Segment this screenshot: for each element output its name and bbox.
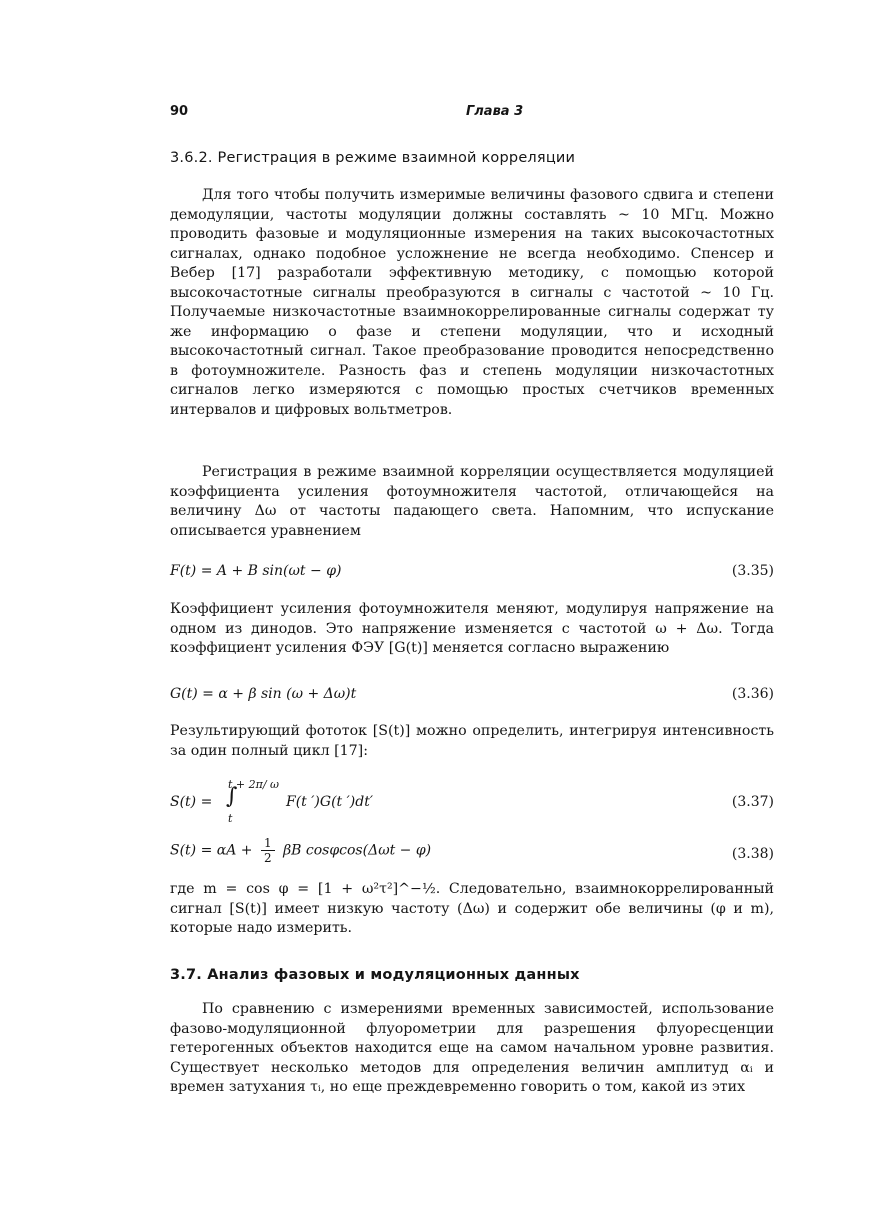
equation-3-36-number: (3.36) [731,686,774,702]
equation-3-38-lhs: S(t) = αA + [170,842,253,859]
equation-3-37-lhs: S(t) = [170,794,213,810]
equation-3-37 [170,778,774,828]
paragraph-6-text: По сравнению с измерениями временных зависимостей, использование фазово-модуляционной флуорометрии для разрешения флуоресценции гетерогенных объектов находится еще на самом начальном уровне развития. Существует несколько методов для определения величин амплитуд αᵢ и времен затухания τᵢ, но еще преждевременно говорить о том, какой из этих [170,1001,774,1095]
paragraph-2-text: Регистрация в режиме взаимной корреляции осуществляется модуляцией коэффициента усиления фотоумножителя частотой, отличающейся на величину Δω от частоты падающего света. Напомним, что испускание описывается уравнением [170,464,774,539]
equation-3-37-integrand: F(t ′)G(t ′)dt′ [286,794,374,810]
equation-3-36-formula: G(t) = α + β sin (ω + Δω)t [170,686,357,702]
paragraph-6 [170,1000,774,1098]
paragraph-3-text: Коэффициент усиления фотоумножителя меняют, модулируя напряжение на одном из динодов. Это напряжение изменяется с частотой ω + Δω. Тогда коэффициент усиления ФЭУ [G(t)] меняется согласно выражению [170,601,774,656]
fraction-one-half [261,836,275,865]
integral-upper-limit: t + 2π/ ω [228,778,280,791]
paragraph-5-text: где m = cos φ = [1 + ω²τ²]^−½. Следовательно, взаимнокоррелированный сигнал [S(t)] имеет низкую частоту (Δω) и содержит обе величины (φ и m), которые надо измерить. [170,881,774,936]
paragraph-1-text: Для того чтобы получить измеримые величины фазового сдвига и степени демодуляции, частоты модуляции должны составлять ~ 10 МГц. Можно проводить фазовые и модуляционные измерения на таких высокочастотных сигналах, однако подобное усложнение не всегда необходимо. Спенсер и Вебер [17] разработали эффективную методику, с помощью которой высокочастотные сигналы преобразуются в сигналы с частотой ~ 10 Гц. Получаемые низкочастотные взаимнокоррелированные сигналы содержат ту же информацию о фазе и степени модуляции, что и исходный высокочастотный сигнал. Такое преобразование проводится непосредственно в фотоумножителе. Разность фаз и степень модуляции низкочастотных сигналов легко измеряются с помощью простых счетчиков временных интервалов и цифровых вольтметров. [170,187,774,418]
paragraph-5 [170,880,774,939]
section-heading-3-6-2: 3.6.2. Регистрация в режиме взаимной корреляции [170,150,576,166]
paragraph-1 [170,186,774,420]
chapter-title: Глава 3 [466,104,524,119]
equation-3-35-number: (3.35) [731,563,774,579]
paragraph-4-text: Результирующий фототок [S(t)] можно определить, интегрируя интенсивность за один полный цикл [17]: [170,723,774,759]
paragraph-4 [170,722,774,761]
paragraph-2 [170,463,774,541]
fraction-denominator: 2 [263,851,272,865]
integral-lower-limit: t [228,812,233,825]
fraction-numerator: 1 [261,836,275,851]
section-heading-3-7: 3.7. Анализ фазовых и модуляционных данных [170,967,580,983]
page-number: 90 [170,104,189,119]
equation-3-35 [170,563,774,579]
equation-3-38 [170,836,774,865]
integral-sign-icon: ∫ [226,784,238,809]
equation-3-35-formula: F(t) = A + B sin(ωt − φ) [170,563,342,579]
equation-3-38-rhs: βB cosφcos(Δωt − φ) [283,842,432,859]
paragraph-3 [170,600,774,659]
equation-3-36 [170,686,774,702]
equation-3-38-number: (3.38) [731,846,774,862]
equation-3-37-number: (3.37) [731,794,774,810]
